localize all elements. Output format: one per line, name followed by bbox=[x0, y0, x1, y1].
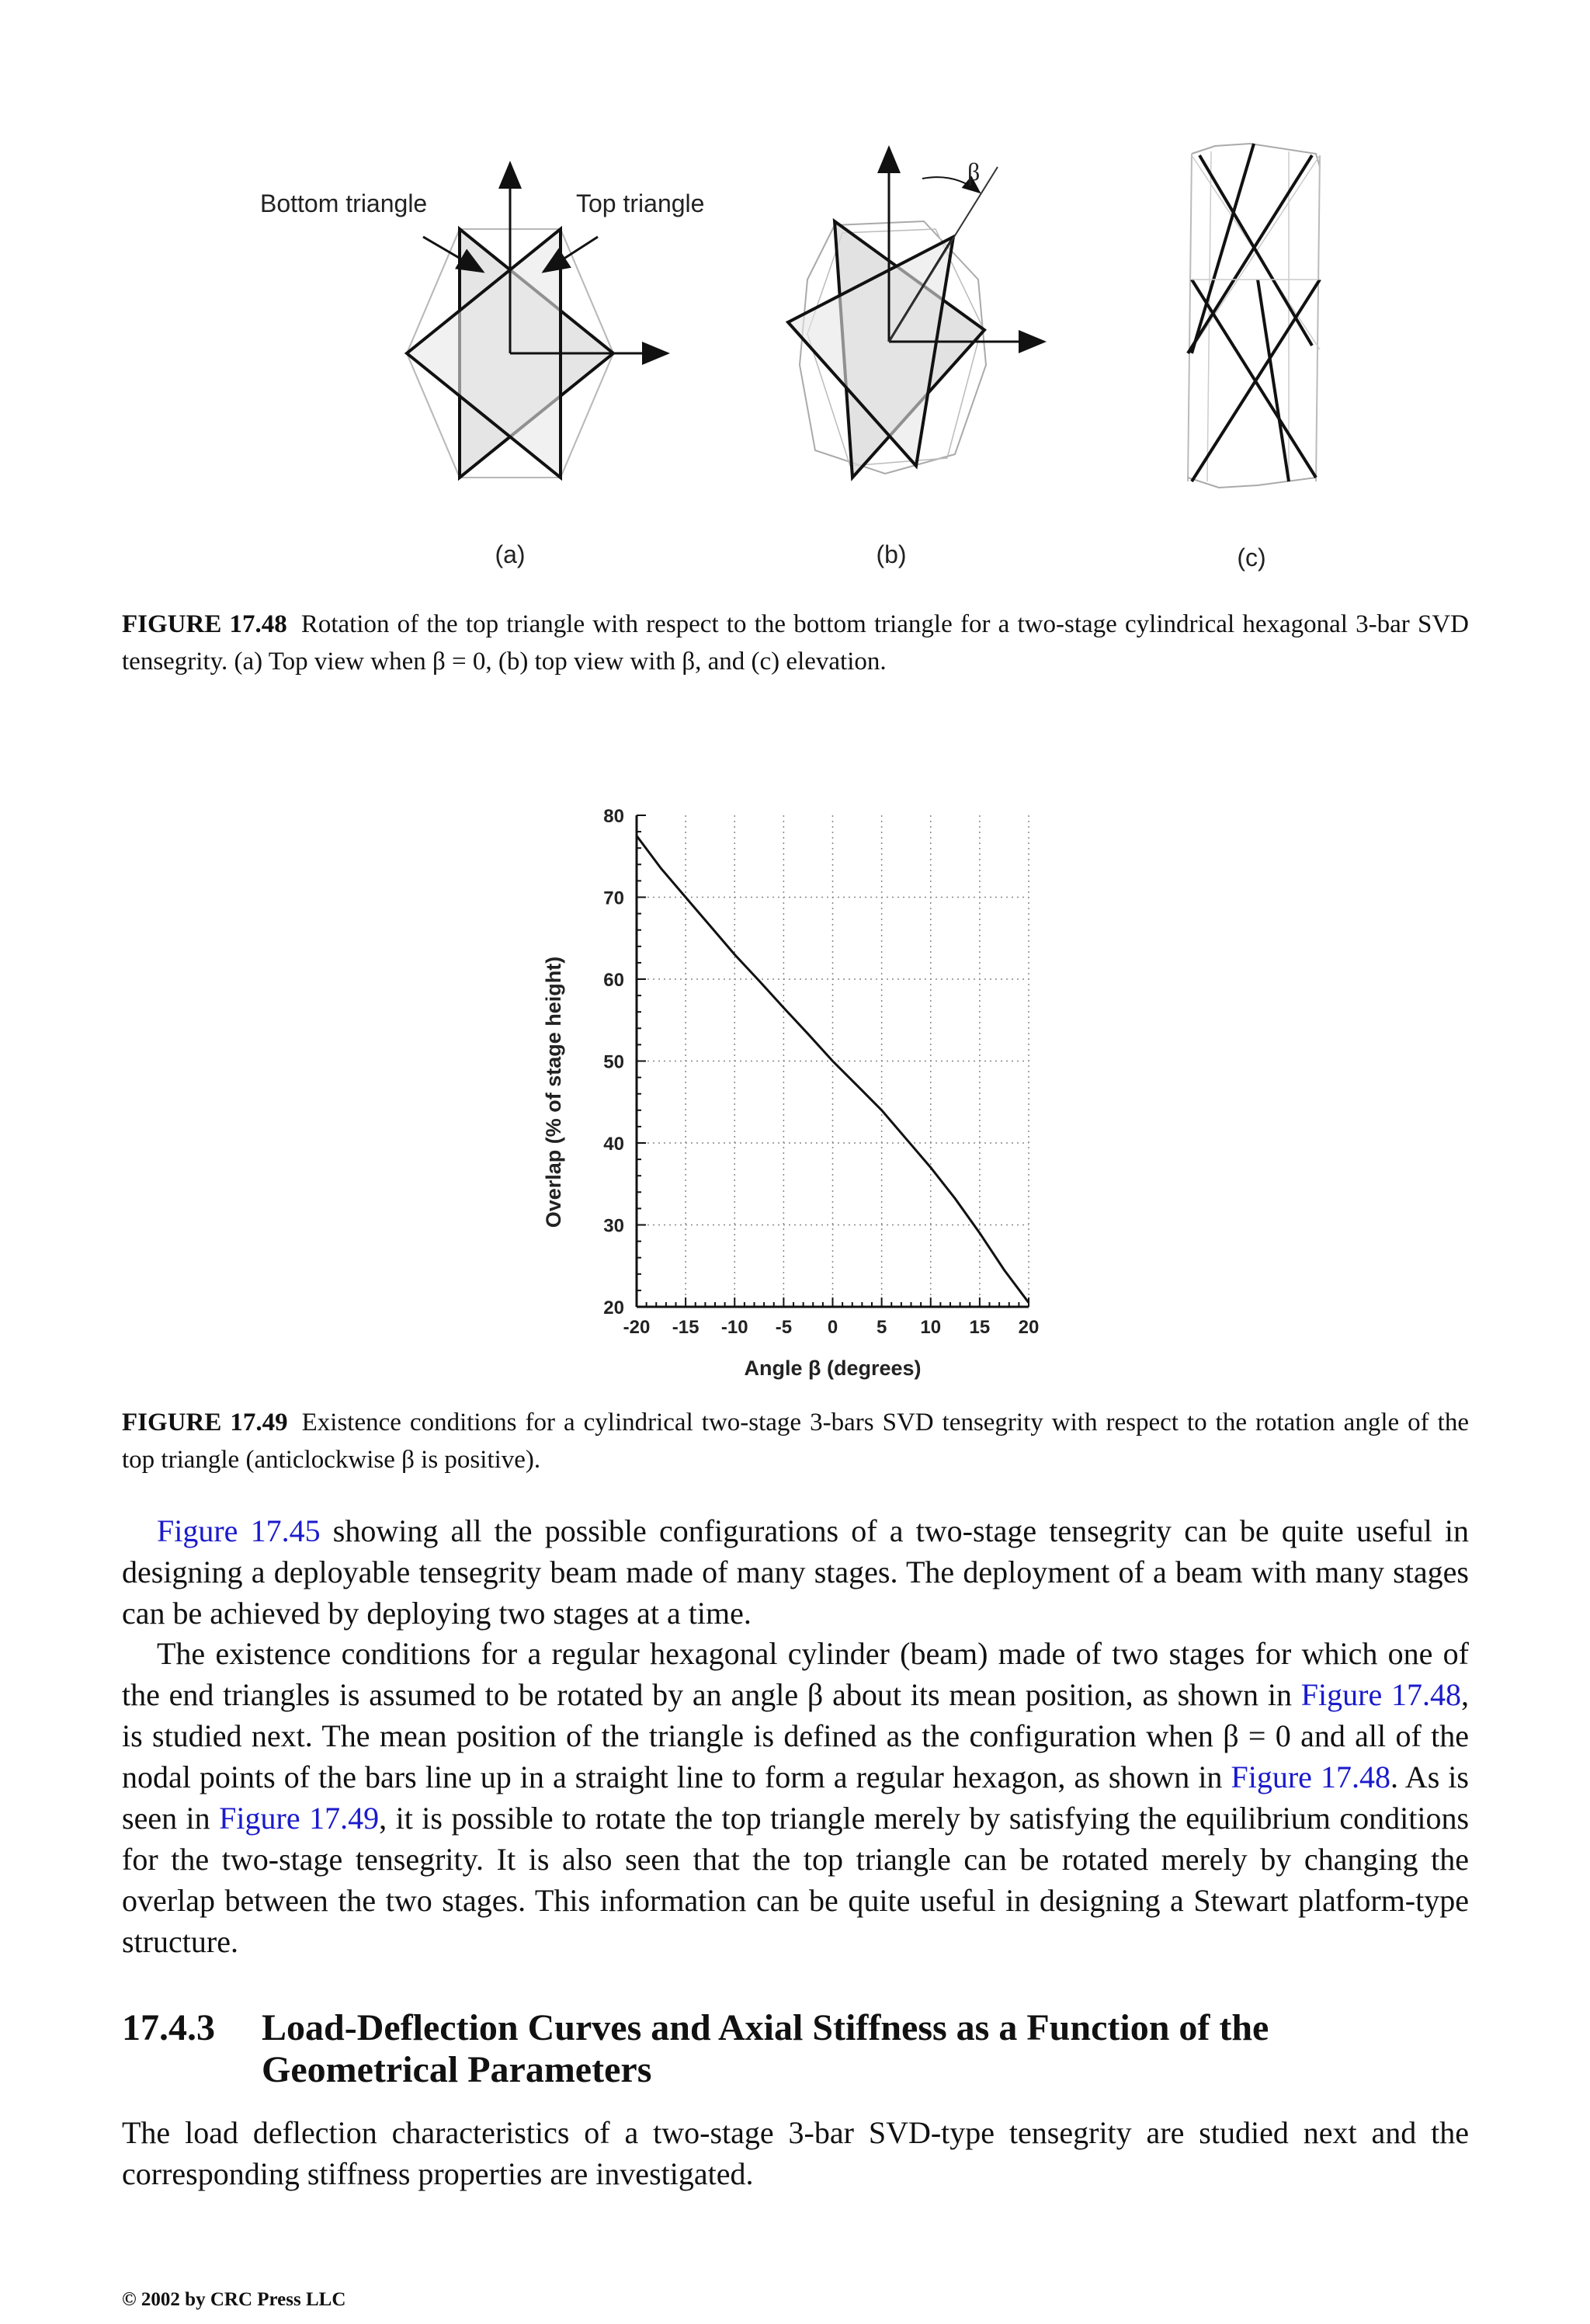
y-tick-label: 70 bbox=[603, 888, 624, 909]
section-number: 17.4.3 bbox=[122, 2007, 215, 2048]
figure-17-49-chart bbox=[512, 792, 1071, 1398]
figure-17-48 bbox=[0, 0, 1590, 544]
section-title-line2: Geometrical Parameters bbox=[262, 2049, 652, 2090]
p2-text-b: , is studied next. The mean position of the triangle is defined as the configuration when β = 0 and all of the nodal points of the bars line up in a straight line to form a regular hexagon, as shown in bbox=[122, 1677, 1470, 1794]
caption-label: FIGURE 17.48 bbox=[122, 610, 287, 638]
figure-17-49-caption bbox=[122, 1404, 1469, 1478]
caption-text: Existence conditions for a cylindrical two-stage 3-bars SVD tensegrity with respect to the rotation angle of the top triangle (anticlockwise β is positive). bbox=[122, 1409, 1469, 1474]
y-tick-label: 50 bbox=[603, 1051, 624, 1073]
caption-text: Rotation of the top triangle with respect to the bottom triangle for a two-stage cylindrical hexagonal 3-bar SVD tensegrity. (a) Top view when β = 0, (b) top view with β, and (c) elevation. bbox=[122, 610, 1469, 676]
link-figure-17-45[interactable]: Figure 17.45 bbox=[157, 1513, 321, 1548]
chart-x-axis-label: Angle β (degrees) bbox=[744, 1357, 922, 1380]
chart-ticks bbox=[603, 806, 1039, 1338]
x-tick-label: -15 bbox=[672, 1317, 700, 1338]
x-tick-label: 20 bbox=[1018, 1317, 1040, 1338]
link-figure-17-48[interactable]: Figure 17.48 bbox=[1300, 1677, 1462, 1712]
label-bottom-triangle: Bottom triangle bbox=[260, 189, 428, 217]
x-tick-label: 0 bbox=[827, 1317, 838, 1338]
x-tick-label: -10 bbox=[720, 1317, 748, 1338]
y-tick-label: 80 bbox=[603, 806, 624, 827]
p2-text-c: . As is seen in bbox=[122, 1760, 1469, 1836]
y-tick-label: 60 bbox=[603, 970, 624, 991]
label-beta: β bbox=[967, 158, 981, 186]
x-tick-label: 5 bbox=[876, 1317, 887, 1338]
y-tick-label: 30 bbox=[603, 1215, 624, 1237]
paragraph-3: The load deflection characteristics of a two-stage 3-bar SVD-type tensegrity are studied next and the corresponding stiffness properties are investigated. bbox=[122, 2115, 1469, 2191]
diagram-c-elevation bbox=[1188, 144, 1320, 488]
link-figure-17-49[interactable]: Figure 17.49 bbox=[219, 1801, 380, 1836]
series-line-overlap bbox=[637, 835, 1029, 1302]
y-tick-label: 20 bbox=[603, 1297, 624, 1318]
subfigure-label-a: (a) bbox=[495, 540, 526, 568]
figure-17-48-caption bbox=[122, 606, 1469, 680]
section-heading bbox=[122, 2007, 1469, 2091]
x-tick-label: -20 bbox=[623, 1317, 651, 1338]
section-title-line1: Load-Deflection Curves and Axial Stiffness as a Function of the bbox=[262, 2007, 1269, 2048]
y-tick-label: 40 bbox=[603, 1134, 624, 1155]
subfigure-label-c: (c) bbox=[1237, 544, 1266, 571]
p2-text-d: , it is possible to rotate the top triangle merely by satisfying the equilibrium conditions for the two-stage tensegrity. It is also seen that the top triangle can be rotated merely by changing the overlap between the two stages. This information can be quite useful in designing a Stewart platform-type structure. bbox=[122, 1801, 1470, 1959]
footer-copyright: © 2002 by CRC Press LLC bbox=[122, 2289, 346, 2310]
x-tick-label: 10 bbox=[920, 1317, 942, 1338]
subfigure-label-b: (b) bbox=[876, 540, 907, 568]
caption-label: FIGURE 17.49 bbox=[122, 1409, 288, 1436]
chart-y-axis-label: Overlap (% of stage height) bbox=[542, 956, 565, 1228]
paragraph-1-text: showing all the possible configurations of a two-stage tensegrity can be quite useful in designing a deployable tensegrity beam made of many stages. The deployment of a beam with many stages can be achieved by deploying two stages at a time. bbox=[122, 1513, 1469, 1631]
x-tick-label: -5 bbox=[775, 1317, 793, 1338]
x-tick-label: 15 bbox=[969, 1317, 991, 1338]
diagram-b-rotated-view bbox=[788, 148, 1044, 478]
p2-text-a: The existence conditions for a regular hexagonal cylinder (beam) made of two stages for which one of the end triangles is assumed to be rotated by an angle β about its mean position, as shown in bbox=[122, 1636, 1469, 1712]
label-top-triangle: Top triangle bbox=[576, 189, 705, 217]
paragraph-2 bbox=[122, 1633, 1469, 1962]
link-figure-17-48-second[interactable]: Figure 17.48 bbox=[1231, 1760, 1390, 1794]
paragraph-1 bbox=[122, 1510, 1469, 1634]
